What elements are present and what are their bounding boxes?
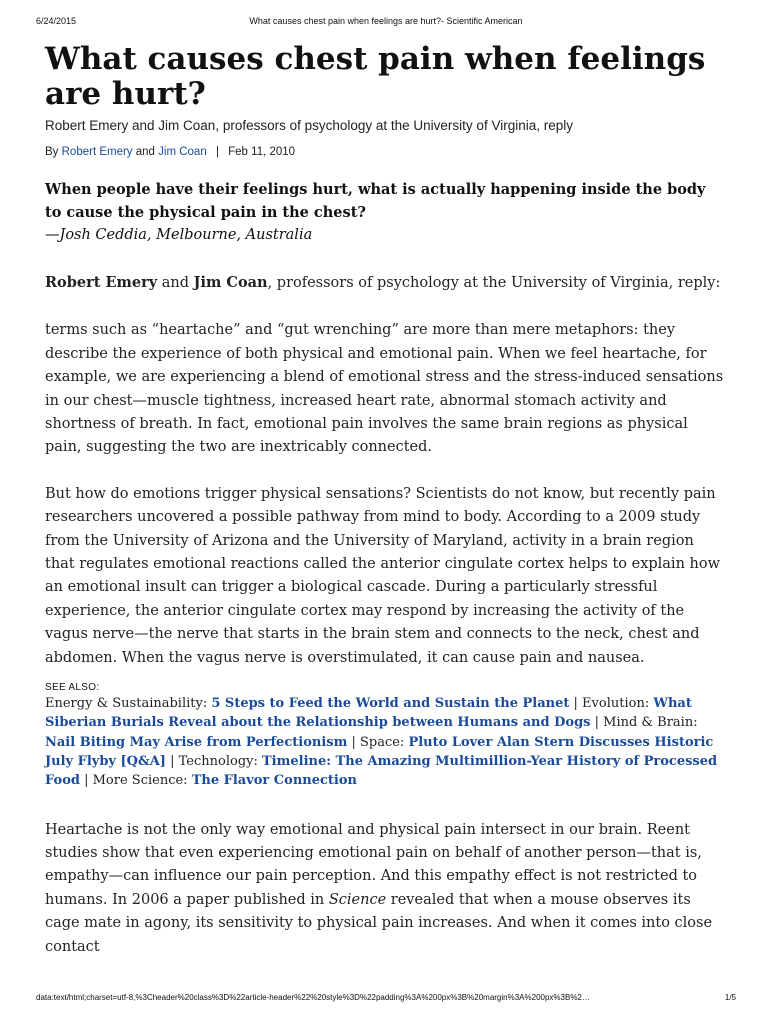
- see-also-link[interactable]: Pluto Lover Alan Stern Discusses Historic July Flyby [Q&A]: [45, 734, 714, 769]
- question-asker: —Josh Ceddia, Melbourne, Australia: [45, 227, 313, 243]
- answer-name-coan: Jim Coan: [193, 274, 268, 291]
- see-also-link[interactable]: What Siberian Burials Reveal about the Relationship between Humans and Dogs: [45, 696, 692, 731]
- see-also-link[interactable]: Timeline: The Amazing Multimillion-Year History of Processed Food: [45, 753, 718, 789]
- see-also-sep: |: [79, 773, 93, 789]
- see-also-category: Technology:: [178, 753, 262, 769]
- byline-separator: |: [215, 146, 219, 158]
- author-link-jim-coan[interactable]: Jim Coan: [158, 146, 207, 158]
- body-paragraph-3: [45, 819, 725, 959]
- see-also-sep: |: [165, 753, 179, 769]
- author-link-robert-emery[interactable]: Robert Emery: [61, 146, 133, 158]
- reader-question: When people have their feelings hurt, what is actually happening inside the body to cause the physical pain in the chest?: [45, 181, 706, 221]
- journal-name: Science: [328, 891, 387, 908]
- body-paragraph-1: terms such as “heartache” and “gut wrenching” are more than mere metaphors: they describe the experience of both physical and emotional pain. When we feel heartache, for example, we are experiencing a blend of emotional stress and the stress-induced sensations in our chest—muscle tightness, increased heart rate, abnormal stomach activity and shortness of breath. In fact, emotional pain involves the same brain regions as physical pain, suggesting the two are inextricably connected.: [45, 322, 724, 456]
- see-also-sep: |: [347, 734, 360, 750]
- see-also-list: [45, 694, 725, 790]
- see-also-sep: |: [569, 696, 583, 712]
- see-also-category: Mind & Brain:: [603, 715, 698, 731]
- paragraph3-start: Heartache is not the only way emotional and physical pain intersect in our brain. Reent studies show that even experiencing emotional pain on behalf of another person—that is, empathy—can influence our pain perception. And this empathy effect is not restricted to humans. In 2006 a paper published in: [45, 821, 702, 908]
- see-also-link[interactable]: Nail Biting May Arise from Perfectionism: [45, 734, 348, 750]
- article: [45, 42, 725, 959]
- paragraph3-end: revealed that when a mouse observes its cage mate in agony, its sensitivity to physical pain increases. And when it comes into close contact: [45, 891, 713, 955]
- print-date: 6/24/2015: [36, 16, 77, 26]
- byline-by: By: [45, 146, 59, 158]
- answer-and: and: [157, 275, 194, 291]
- body-paragraph-2: But how do emotions trigger physical sensations? Scientists do not know, but recently pain researchers uncovered a possible pathway from mind to body. According to a 2009 study from the University of Arizona and the University of Maryland, activity in a brain region that regulates emotional reactions called the anterior cingulate cortex helps to explain how an emotional insult can trigger a biological cascade. During a particularly stressful experience, the anterior cingulate cortex may respond by increasing the activity of the vagus nerve—the nerve that starts in the brain stem and connects to the neck, chest and abdomen. When the vagus nerve is overstimulated, it can cause pain and nausea.: [45, 485, 721, 666]
- see-also-label: SEE ALSO:: [45, 682, 100, 694]
- see-also-sep: |: [590, 715, 604, 731]
- see-also-link[interactable]: 5 Steps to Feed the World and Sustain the Planet: [211, 696, 570, 712]
- see-also-category: Evolution:: [582, 696, 654, 712]
- byline: [45, 146, 725, 158]
- answer-rest: , professors of psychology at the University of Virginia, reply:: [267, 275, 721, 291]
- see-also-category: Space:: [359, 734, 409, 750]
- print-url: data:text/html;charset=utf-8,%3Cheader%20class%3D%22article-header%22%20style%3D%22padding%3A%200px%3B%20margin%3A%200px%3B%2…: [36, 993, 590, 1002]
- publish-date: Feb 11, 2010: [228, 146, 296, 158]
- answer-intro: [45, 271, 725, 295]
- article-headline: What causes chest pain when feelings are hurt?: [45, 41, 706, 112]
- answer-name-emery: Robert Emery: [45, 274, 158, 291]
- see-also-link[interactable]: The Flavor Connection: [191, 773, 357, 789]
- page-number: 1/5: [724, 993, 736, 1002]
- article-subhead: Robert Emery and Jim Coan, professors of psychology at the University of Virginia, reply: [45, 118, 573, 133]
- see-also-category: More Science:: [92, 773, 192, 789]
- see-also-category: Energy & Sustainability:: [45, 696, 212, 712]
- byline-and: and: [135, 146, 155, 158]
- print-page-title: What causes chest pain when feelings are hurt?- Scientific American: [249, 16, 523, 26]
